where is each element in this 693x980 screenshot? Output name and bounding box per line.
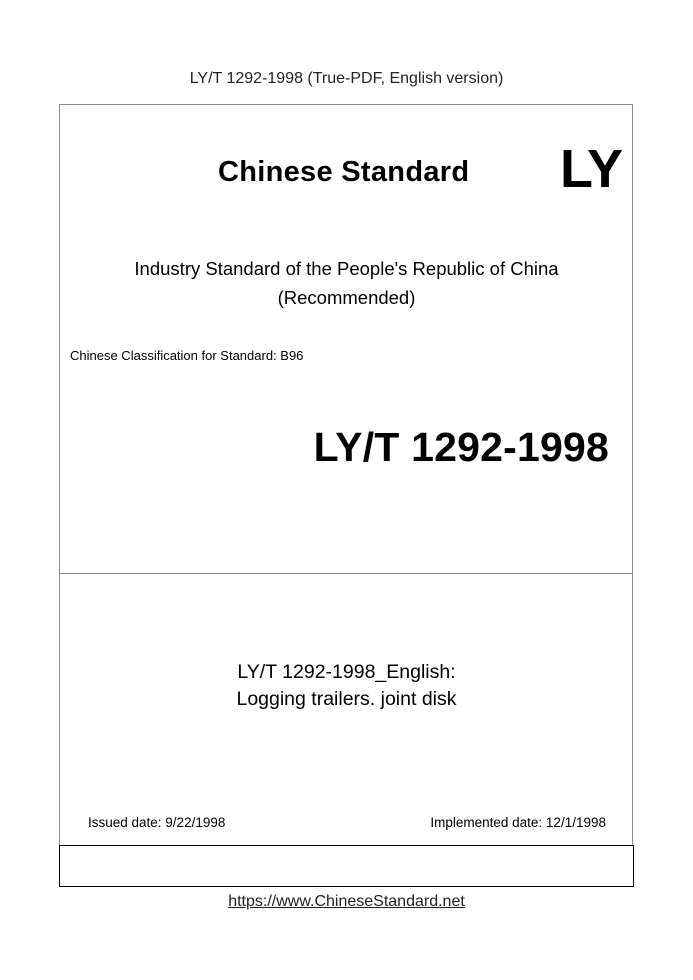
implemented-date: Implemented date: 12/1/1998	[430, 815, 606, 830]
document-title-line1: LY/T 1292-1998_English:	[237, 661, 456, 683]
cover-bottom-bar	[59, 845, 634, 887]
issued-date: Issued date: 9/22/1998	[88, 815, 226, 830]
recommended-label: (Recommended)	[277, 287, 416, 308]
standard-number: LY/T 1292-1998	[313, 424, 609, 470]
document-title-line2: Logging trailers. joint disk	[236, 688, 457, 710]
cover-heading: Chinese Standard	[218, 156, 470, 188]
footer	[0, 893, 693, 911]
page-header-title: LY/T 1292-1998 (True-PDF, English version)	[189, 70, 504, 87]
footer-website-link[interactable]: https://www.ChineseStandard.net	[228, 893, 465, 910]
ly-logo: LY	[560, 139, 623, 199]
classification-label: Chinese Classification for Standard: B96	[70, 348, 304, 363]
industry-standard-line: Industry Standard of the People's Republic of China	[134, 258, 559, 279]
